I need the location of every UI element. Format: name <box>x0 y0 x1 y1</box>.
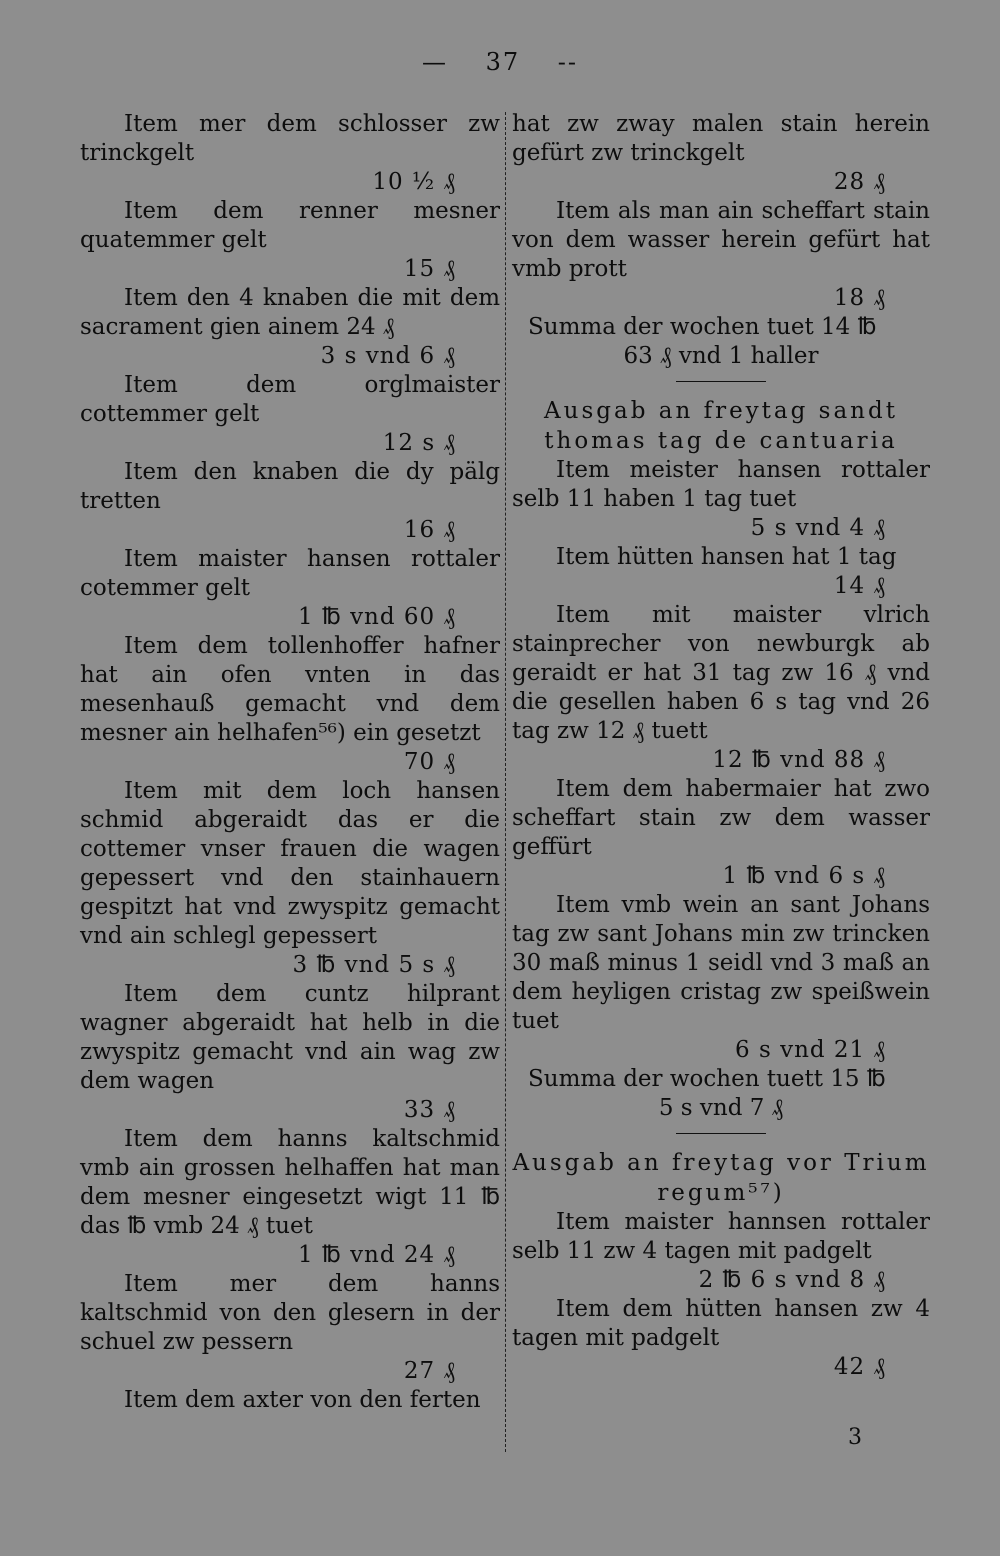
entry-text: Item mit maister vlrich stainprecher von newburgk ab geraidt er hat 31 tag zw 16 ₰ vnd die gesellen haben 6 s tag vnd 26 tag zw 12 ₰ tuett <box>512 602 930 744</box>
section-heading-b <box>512 1148 930 1208</box>
ledger-entry <box>80 371 500 458</box>
heading-a-line2: thomas tag de cantuaria <box>544 428 898 454</box>
summa-a-text: Summa der wochen tuet 14 ℔ <box>528 314 877 340</box>
entry-amount: 42 ₰ <box>833 1354 886 1380</box>
ledger-entry <box>80 284 500 371</box>
ledger-entry <box>512 1208 930 1295</box>
entry-text: Item dem hütten hansen zw 4 tagen mit padgelt <box>512 1296 930 1351</box>
ledger-entry <box>512 601 930 775</box>
entries-group-b <box>512 456 930 1065</box>
ledger-entry <box>512 775 930 891</box>
entry-text: Item den knaben die dy pälg tretten <box>80 459 500 514</box>
entry-amount: 6 s vnd 21 ₰ <box>735 1037 886 1063</box>
ledger-entry <box>80 1125 500 1270</box>
entry-amount: 15 ₰ <box>403 256 456 282</box>
entry-amount: 1 ℔ vnd 6 s ₰ <box>722 863 886 889</box>
entry-text: Item dem habermaier hat zwo scheffart stain zw dem wasser geffürt <box>512 776 930 860</box>
signature-mark: 3 <box>848 1425 862 1450</box>
entries-group-a <box>512 197 930 313</box>
section-rule <box>676 381 766 382</box>
entry-text: Item dem orglmaister cottemmer gelt <box>80 372 500 427</box>
ledger-entry <box>80 632 500 777</box>
entry-amount: 3 ℔ vnd 5 s ₰ <box>292 952 456 978</box>
entry-text: Item als man ain scheffart stain von dem wasser herein gefürt hat vmb prott <box>512 198 930 282</box>
ledger-entry <box>512 456 930 543</box>
column-divider <box>505 112 506 1452</box>
heading-b-line1: Ausgab an freytag vor Trium <box>512 1150 930 1176</box>
ledger-entry <box>80 1270 500 1386</box>
entry-amount: 70 ₰ <box>403 749 456 775</box>
ledger-entry <box>80 110 500 197</box>
entry-amount: 5 s vnd 4 ₰ <box>750 515 886 541</box>
ledger-entry <box>512 1295 930 1382</box>
ledger-entry <box>80 545 500 632</box>
entry-amount: 33 ₰ <box>403 1097 456 1123</box>
ledger-entry <box>512 543 930 601</box>
entry-amount: 12 ℔ vnd 88 ₰ <box>712 747 886 773</box>
entry-amount: 18 ₰ <box>833 285 886 311</box>
entry-amount: 12 s ₰ <box>382 430 456 456</box>
heading-a-line1: Ausgab an freytag sandt <box>544 398 898 424</box>
entry-text: Item dem tollenhoffer hafner hat ain ofen vnten in das mesenhauß gemacht vnd dem mesner ain helhafen⁵⁶) ein gesetzt <box>80 633 500 746</box>
page-number: 37 <box>485 48 521 76</box>
continuation-amount: 28 ₰ <box>833 169 886 195</box>
entry-text: Item mer dem hanns kaltschmid von den glesern in der schuel zw pessern <box>80 1271 500 1355</box>
entry-text: Item mer dem schlosser zw trinckgelt <box>80 111 500 166</box>
ledger-entry <box>512 197 930 313</box>
entry-text: Item maister hannsen rottaler selb 11 zw 4 tagen mit padgelt <box>512 1209 930 1264</box>
entry-text: Item dem cuntz hilprant wagner abgeraidt hat helb in die zwyspitz gemacht vnd ain wag zw dem wagen <box>80 981 500 1094</box>
heading-b-line2: regum⁵⁷) <box>657 1180 785 1206</box>
section-rule <box>676 1133 766 1134</box>
continuation-text: hat zw zway malen stain herein gefürt zw trinckgelt <box>512 111 930 166</box>
entry-amount: 3 s vnd 6 ₰ <box>320 343 456 369</box>
entry-text: Item maister hansen rottaler cotemmer gelt <box>80 546 500 601</box>
ledger-entry <box>80 777 500 980</box>
entry-text: Item den 4 knaben die mit dem sacrament gien ainem 24 ₰ <box>80 285 500 340</box>
entry-amount: 10 ½ ₰ <box>372 169 456 195</box>
entry-text: Item meister hansen rottaler selb 11 haben 1 tag tuet <box>512 457 930 512</box>
entries-group-c <box>512 1208 930 1382</box>
entry-text: Item hütten hansen hat 1 tag <box>556 544 897 570</box>
summa-a-amount: 63 ₰ vnd 1 haller <box>623 343 819 369</box>
entry-amount: 16 ₰ <box>403 517 456 543</box>
summa-b-text: Summa der wochen tuett 15 ℔ <box>528 1066 886 1092</box>
ledger-entry <box>80 458 500 545</box>
entry-amount: 14 ₰ <box>833 573 886 599</box>
page-header <box>0 48 1000 76</box>
entry-amount: 27 ₰ <box>403 1358 456 1384</box>
ledger-entry <box>80 197 500 284</box>
header-dash-left: — <box>421 48 448 76</box>
entry-text: Item dem axter von den ferten <box>124 1387 481 1413</box>
left-column <box>80 110 500 1415</box>
summa-b-amount: 5 s vnd 7 ₰ <box>658 1095 784 1121</box>
header-dash-right: -- <box>557 48 579 76</box>
entry-text: Item dem hanns kaltschmid vmb ain grossen helhaffen hat man dem mesner eingesetzt wigt 11 ℔ das ℔ vmb 24 ₰ tuet <box>80 1126 500 1239</box>
entry-amount: 1 ℔ vnd 24 ₰ <box>298 1242 456 1268</box>
ledger-entry <box>80 980 500 1125</box>
entry-amount: 1 ℔ vnd 60 ₰ <box>298 604 456 630</box>
right-column <box>512 110 930 1382</box>
entry-amount: 2 ℔ 6 s vnd 8 ₰ <box>698 1267 886 1293</box>
ledger-entry <box>80 1386 500 1415</box>
ledger-entry <box>512 891 930 1065</box>
entry-text: Item dem renner mesner quatemmer gelt <box>80 198 500 253</box>
entry-text: Item mit dem loch hansen schmid abgeraidt das er die cottemer vnser frauen die wagen gepessert vnd den stainhauern gespitzt hat vnd zwyspitz gemacht vnd ain schlegl gepessert <box>80 778 500 949</box>
section-heading-a <box>512 396 930 456</box>
entry-text: Item vmb wein an sant Johans tag zw sant Johans min zw trincken 30 maß minus 1 seidl vnd 3 maß an dem heyligen cristag zw speißwein tuet <box>512 892 930 1034</box>
